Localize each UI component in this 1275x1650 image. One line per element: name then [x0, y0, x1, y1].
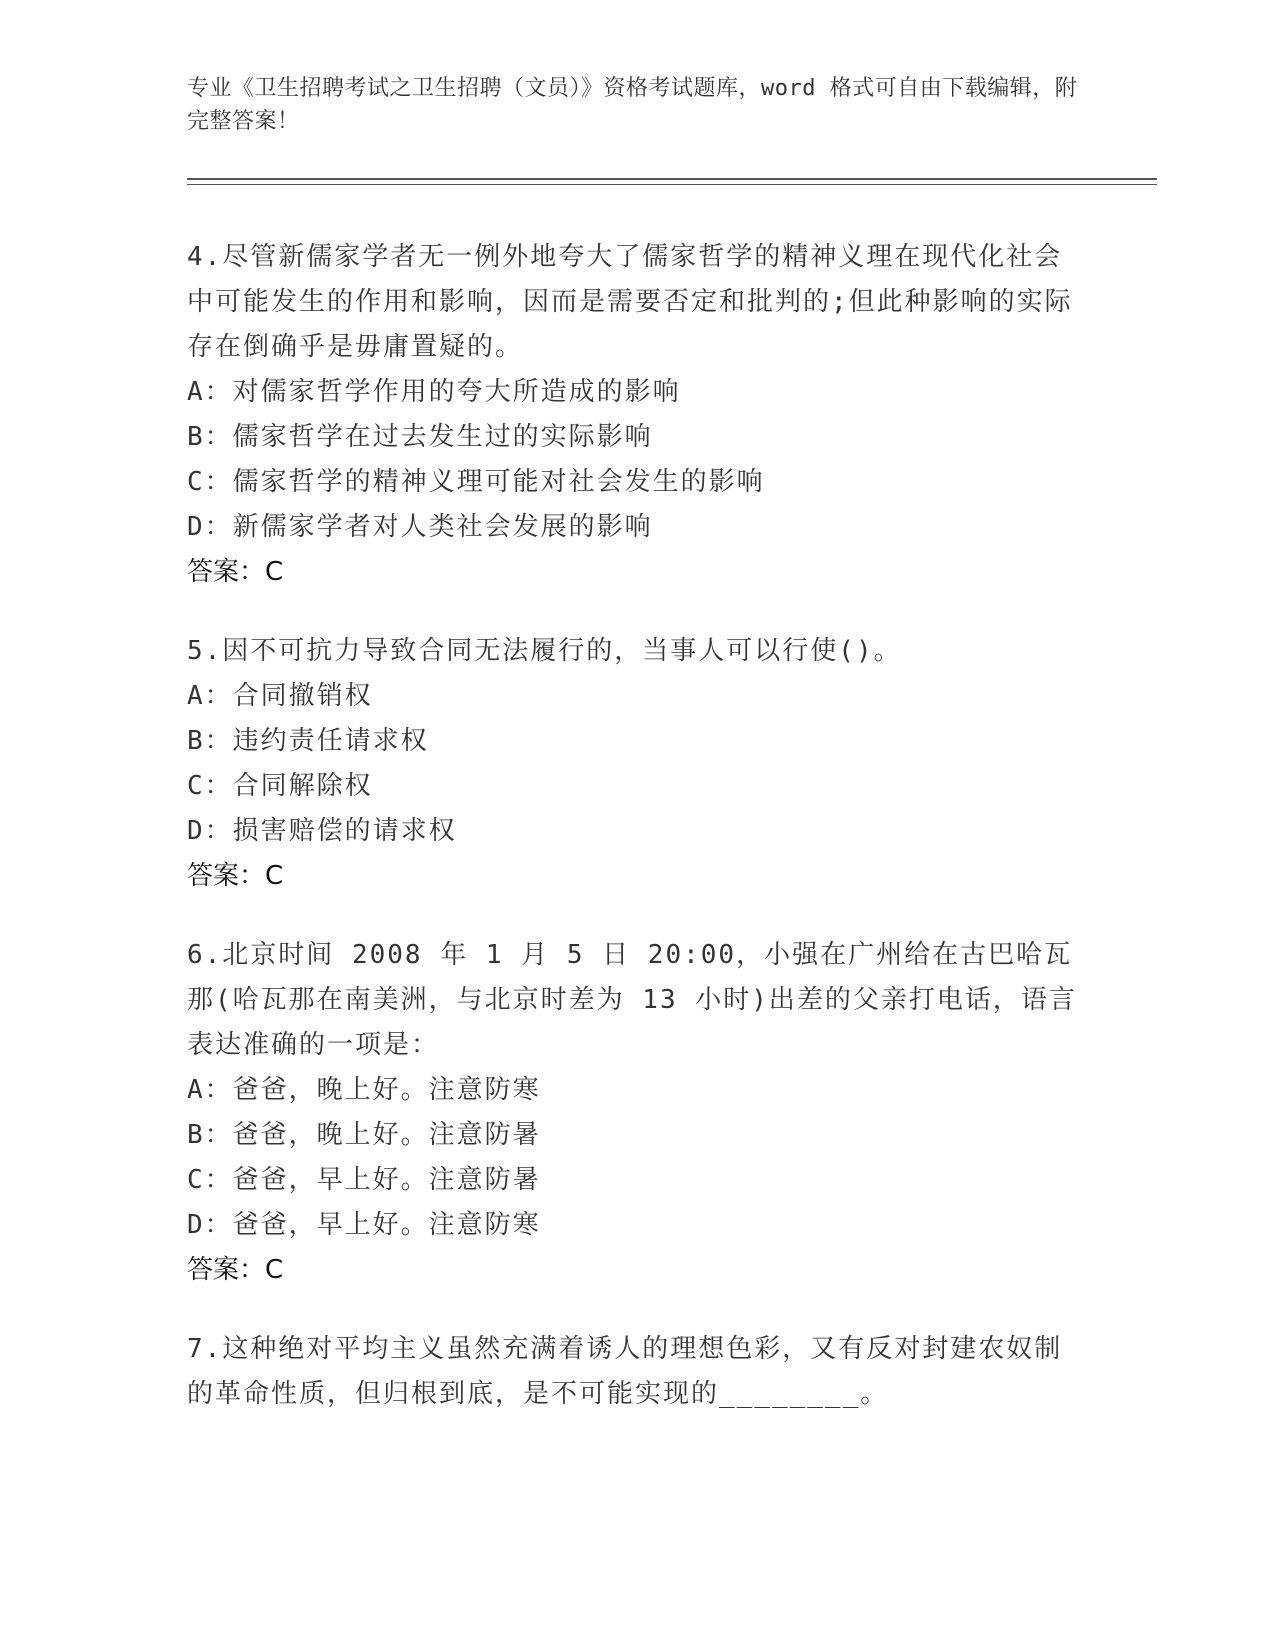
question-6	[187, 933, 1087, 1293]
header-divider-thick	[187, 178, 1157, 180]
answer-line: 答案：C	[187, 1255, 284, 1285]
option-d: D：新儒家学者对人类社会发展的影响	[187, 512, 653, 542]
option-d: D：损害赔偿的请求权	[187, 816, 457, 846]
option-b: B：儒家哲学在过去发生过的实际影响	[187, 422, 653, 452]
option-c: C：合同解除权	[187, 771, 373, 801]
option-d: D：爸爸，早上好。注意防寒	[187, 1210, 541, 1240]
question-5	[187, 629, 1087, 899]
option-a: A：合同撤销权	[187, 681, 373, 711]
option-b: B：爸爸，晚上好。注意防暑	[187, 1120, 541, 1150]
option-b: B：违约责任请求权	[187, 726, 429, 756]
answer-line: 答案：C	[187, 557, 284, 587]
document-header: 专业《卫生招聘考试之卫生招聘（文员）》资格考试题库，word 格式可自由下载编辑，附完整答案！	[187, 76, 1078, 134]
answer-line: 答案：C	[187, 861, 284, 891]
question-list	[187, 235, 1087, 1451]
option-c: C：爸爸，早上好。注意防暑	[187, 1165, 541, 1195]
option-a: A：爸爸，晚上好。注意防寒	[187, 1075, 541, 1105]
question-stem: 4.尽管新儒家学者无一例外地夸大了儒家哲学的精神义理在现代化社会中可能发生的作用和影响，因而是需要否定和批判的;但此种影响的实际存在倒确乎是毋庸置疑的。	[187, 242, 1073, 362]
question-stem: 5.因不可抗力导致合同无法履行的，当事人可以行使()。	[187, 636, 902, 666]
header-divider-thin	[187, 184, 1157, 185]
question-7	[187, 1327, 1087, 1417]
question-stem: 6.北京时间 2008 年 1 月 5 日 20:00，小强在广州给在古巴哈瓦那(哈瓦那在南美洲，与北京时差为 13 小时)出差的父亲打电话，语言表达准确的一项是：	[187, 940, 1077, 1060]
option-c: C：儒家哲学的精神义理可能对社会发生的影响	[187, 467, 765, 497]
question-stem: 7.这种绝对平均主义虽然充满着诱人的理想色彩，又有反对封建农奴制的革命性质，但归根到底，是不可能实现的________。	[187, 1334, 1063, 1409]
option-a: A：对儒家哲学作用的夸大所造成的影响	[187, 377, 681, 407]
question-4	[187, 235, 1087, 595]
